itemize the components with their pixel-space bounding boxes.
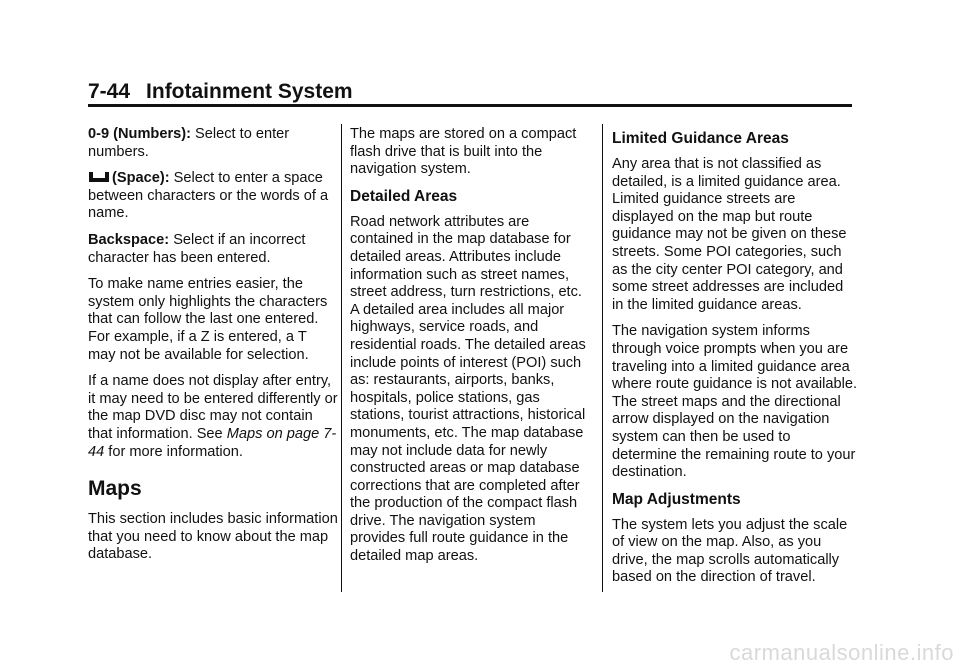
storage-paragraph: The maps are stored on a compact flash drive that is built into the navigation system. (350, 126, 577, 178)
numbers-label: 0-9 (Numbers): (88, 126, 191, 142)
space-text: Select to enter a space between characters or the words of a name. (88, 170, 329, 222)
detailed-areas-heading: Detailed Areas (350, 187, 458, 205)
space-key-icon (88, 172, 110, 183)
column-2 (350, 126, 592, 575)
maps-heading: Maps (88, 477, 142, 501)
watermark: carmanualsonline.info (729, 640, 954, 665)
backspace-label: Backspace: (88, 231, 170, 248)
name-entries-paragraph: To make name entries easier, the system only highlights the characters that can follow the last one entered. For example, if a Z is entered, a T may not be available for selection. (88, 276, 328, 363)
column-1 (88, 126, 338, 573)
map-adjustments-heading: Map Adjustments (612, 490, 741, 508)
map-adjustments-text: The system lets you adjust the scale of view on the map. Also, as you drive, the map scrolls automatically based on the direction of travel. (612, 516, 848, 586)
limited-guidance-text-2: The navigation system informs through voice prompts when you are traveling into a limited guidance area where route guidance is not available. The street maps and the directional arrow displayed on the navigation system can then be used to determine the remaining route to your destination. (612, 323, 858, 481)
limited-guidance-heading: Limited Guidance Areas (612, 130, 789, 147)
page-number: 7-44 (88, 80, 131, 103)
maps-intro: This section includes basic information that you need to know about the map database. (88, 511, 338, 563)
name-display-paragraph (88, 373, 338, 461)
column-divider-1 (341, 124, 342, 592)
numbers-entry (88, 126, 338, 161)
page-header (88, 80, 848, 104)
space-label: (Space): (112, 170, 170, 187)
section-title: Infotainment System (146, 80, 353, 103)
column-3 (612, 126, 858, 596)
limited-guidance-text-1: Any area that is not classified as detailed, is a limited guidance area. Limited guidance streets are displayed on the map but route guidance may not be given on these streets. Some POI categories, such as the city center POI category, and some street addresses are included in the limited guidance areas. (612, 156, 847, 313)
numbers-text: Select to enter numbers. (88, 126, 290, 160)
header-rule (88, 104, 852, 107)
column-divider-2 (602, 124, 603, 592)
detailed-areas-text: Road network attributes are contained in the map database for detailed areas. Attributes include information such as street names, street address, turn restrictions, etc. A detailed area includes all major highways, service roads, and residential roads. The detailed areas include points of interest (POI) such as: restaurants, airports, banks, hospitals, police stations, gas stations, tourist attractions, historical monuments, etc. The map database may not include data for newly constructed areas or map database corrections that are completed after the production of the compact flash drive. The navigation system provides full route guidance in the detailed map areas. (350, 213, 586, 565)
backspace-entry (88, 232, 338, 267)
backspace-text: Select if an incorrect character has been entered. (88, 231, 306, 266)
name-display-text: If a name does not display after entry, it may need to be entered differently or the map DVD disc may not contain that information. See (88, 373, 338, 442)
space-entry (88, 170, 338, 223)
maps-page-link[interactable]: Maps on page 7-44 (88, 425, 337, 460)
name-display-end: for more information. (108, 443, 243, 460)
